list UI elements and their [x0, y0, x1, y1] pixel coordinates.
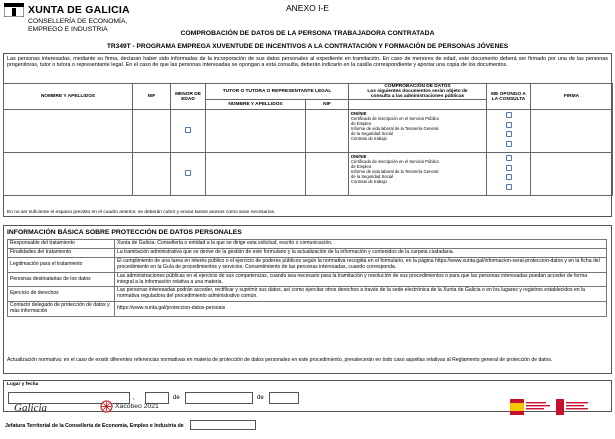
header-nif: NIF	[133, 84, 171, 110]
nif-field[interactable]	[133, 110, 171, 153]
consulta-list	[349, 110, 487, 153]
consulta-item: de Empleo	[351, 164, 372, 169]
opongo-dni-checkbox[interactable]	[506, 155, 512, 161]
dp-key: Responsable del tratamiento	[8, 240, 115, 249]
month-input[interactable]	[185, 392, 253, 404]
table-row	[4, 153, 613, 196]
header-firma: FIRMA	[531, 84, 613, 110]
consulta-item: Informe de vida laboral de la Tesorería General	[351, 169, 439, 174]
government-eu-logos	[510, 398, 590, 416]
nombre-field[interactable]	[4, 110, 133, 153]
tutor-nif-field[interactable]	[306, 153, 349, 196]
consulta-item: de Empleo	[351, 121, 372, 126]
opongo-inscripcion-checkbox[interactable]	[506, 165, 512, 171]
logo-main-text: XUNTA DE GALICIA	[28, 4, 130, 16]
header-comprobacion	[349, 84, 487, 100]
header-comprob-line-3: consulta a las administraciones públicas	[370, 94, 465, 99]
tutor-nombre-field[interactable]	[206, 110, 306, 153]
procedure-title: TR349T - PROGRAMA EMPREGA XUVENTUDE DE INCENTIVOS A LA CONTRATACIÓN Y FORMACIÓN DE PERSONAS JÓVENES	[106, 43, 509, 50]
logo-sub-line-2: EMPREGO E INDUSTRIA	[28, 26, 108, 33]
header-comprob-line-2: Los siguientes documentos serán objeto de	[367, 89, 468, 94]
logo-sub-line-1: CONSELLERÍA DE ECONOMÍA,	[28, 18, 128, 25]
consulta-item: DNI/NIE	[351, 111, 367, 116]
jefatura-input[interactable]	[190, 420, 256, 430]
header-menor-edad	[171, 84, 206, 110]
menor-checkbox[interactable]	[185, 127, 191, 133]
dp-value-link[interactable]: https://www.xunta.gal/proteccion-datos-persoais	[115, 302, 607, 317]
opongo-inscripcion-checkbox[interactable]	[506, 122, 512, 128]
normative-update: Actualización normativa: en el caso de existir diferentes referencias normativas en materia de protección de datos personales en este procedimiento, prevalecerán en todo caso aquellas relativas al Reglamento general de protección de datos.	[7, 357, 553, 363]
table-row	[8, 248, 607, 257]
galicia-logo-text: Galicia	[14, 402, 47, 414]
de-label-1: de	[173, 395, 180, 401]
dp-key: Personas destinatarias de los datos	[8, 272, 115, 287]
document-title: COMPROBACIÓN DE DATOS DE LA PERSONA TRABAJADORA CONTRATADA	[180, 30, 435, 37]
galicia-logo	[14, 400, 50, 414]
header-nombre: NOMBRE Y APELLIDOS	[4, 84, 133, 110]
menor-cell	[171, 110, 206, 153]
opongo-cell	[487, 153, 531, 196]
annex-label: ANEXO I-E	[286, 3, 329, 13]
header-tutor: TUTOR O TUTORA O REPRESENTANTE LEGAL	[206, 84, 349, 100]
header-opongo	[487, 84, 531, 110]
opongo-vida-laboral-checkbox[interactable]	[506, 174, 512, 180]
consulta-item: Certificado de inscripción en el Servicio Público	[351, 159, 439, 164]
table-row	[8, 287, 607, 302]
place-date-label: Lugar y fecha	[7, 382, 39, 387]
dp-value: Xunta de Galicia. Consellería o entidad a la que se dirige esta solicitud, escrito o comunicación.	[115, 240, 607, 249]
dp-key: Contacto delegado de protección de datos y más información	[8, 302, 115, 317]
tutor-nombre-field[interactable]	[206, 153, 306, 196]
header-menor-line-1: MENOR DE	[175, 91, 201, 97]
spain-government-crest-icon	[510, 398, 590, 416]
firma-field[interactable]	[531, 110, 613, 153]
header-tutor-nombre: NOMBRE Y APELLIDOS	[206, 100, 306, 110]
dp-value: Las administraciones públicas en el ejercicio de sus competencias, cuando sea necesario para la tramitación y resolución de sus procedimientos o para que las personas interesadas puedan acceder de forma integral a la información relativa a una materia.	[115, 272, 607, 287]
dp-key: Legitimación para el tratamiento	[8, 257, 115, 272]
galicia-logo-icon	[14, 400, 50, 414]
tutor-nif-field[interactable]	[306, 110, 349, 153]
dp-value: El cumplimiento de una tarea en interés público o el ejercicio de poderes públicos según la normativa recogida en el formulario, en la página https://www.xunta.gal/informacion-xeral-proteccion-datos y en la ficha del procedimiento en la Guía de procedimientos y servicios. Consentimiento de las personas interesadas, cuando corresponda.	[115, 257, 607, 272]
jefatura-label: Jefatura Territorial de la Consellería de Economía, Empleo e Industria de	[5, 423, 184, 429]
header-opongo-line-1: ME OPONGO A	[491, 91, 526, 97]
header-tutor-nif: NIF	[306, 100, 349, 110]
opongo-contrato-checkbox[interactable]	[506, 141, 512, 147]
consulta-item: Contrato de trabajo	[351, 179, 387, 184]
table-row	[8, 257, 607, 272]
header-menor-line-2: EDAD	[181, 96, 195, 102]
interested-persons-table	[3, 83, 613, 196]
menor-checkbox[interactable]	[185, 170, 191, 176]
consulta-item: de la Seguridad Social	[351, 131, 393, 136]
table-row	[8, 272, 607, 287]
data-protection-table	[7, 239, 607, 317]
table-row	[8, 302, 607, 317]
xacobeo-text: Xacobeo 2021	[115, 403, 159, 410]
opongo-vida-laboral-checkbox[interactable]	[506, 131, 512, 137]
opongo-cell	[487, 110, 531, 153]
xacobeo-logo	[100, 400, 180, 414]
opongo-contrato-checkbox[interactable]	[506, 184, 512, 190]
nif-field[interactable]	[133, 153, 171, 196]
xacobeo-shell-icon	[100, 400, 113, 413]
firma-field[interactable]	[531, 153, 613, 196]
year-input[interactable]	[269, 392, 299, 404]
xunta-cross-icon	[4, 3, 24, 17]
header-opongo-line-2: LA CONSULTA	[491, 96, 526, 102]
dp-value: Las personas interesadas podrán acceder, rectificar y suprimir sus datos, así como ejercitar otros derechos a través de la sede electrónica de la Xunta de Galicia o en los lugares y registros establecidos en la normativa reguladora del procedimiento administrativo común.	[115, 287, 607, 302]
data-protection-title: INFORMACIÓN BÁSICA SOBRE PROTECCIÓN DE DATOS PERSONALES	[7, 229, 242, 236]
dp-key: Finalidades del tratamiento	[8, 248, 115, 257]
de-label-2: de	[257, 395, 264, 401]
space-note: En no ser suficiente el espacio previsto en el cuadro anterior, se deberán cubrir y enviar tantos anexos como sean necesarios.	[7, 210, 276, 215]
nombre-field[interactable]	[4, 153, 133, 196]
intro-paragraph: Las personas interesadas, mediante su firma, declaran haber sido informadas de la incorporación de sus datos personales al expediente en tramitación. En caso de menores de edad, este documento deberá ser firmado por una de las personas progenitoras, tutor o tutora o representante legal. En el caso de que las personas interesadas se opongan a esta consulta, deberán indicarlo en la casilla correspondiente y aportar una copia de los documentos.	[7, 56, 608, 69]
table-row	[4, 110, 613, 153]
header-comprob-line-1: COMPROBACIÓN DE DATOS	[384, 84, 451, 89]
header-comprob-blank	[349, 100, 487, 110]
menor-cell	[171, 153, 206, 196]
dp-key: Ejercicio de derechos	[8, 287, 115, 302]
comma-separator: ,	[133, 395, 135, 401]
opongo-dni-checkbox[interactable]	[506, 112, 512, 118]
consulta-list	[349, 153, 487, 196]
dp-value: La tramitación administrativa que se derive de la gestión de este formulario y la actualización de la información y contenidos de la carpeta ciudadana.	[115, 248, 607, 257]
consulta-item: Informe de vida laboral de la Tesorería General	[351, 126, 439, 131]
consulta-item: DNI/NIE	[351, 154, 367, 159]
consulta-item: Certificado de inscripción en el Servicio Público	[351, 116, 439, 121]
consulta-item: de la Seguridad Social	[351, 174, 393, 179]
consulta-item: Contrato de trabajo	[351, 136, 387, 141]
table-row	[8, 240, 607, 249]
